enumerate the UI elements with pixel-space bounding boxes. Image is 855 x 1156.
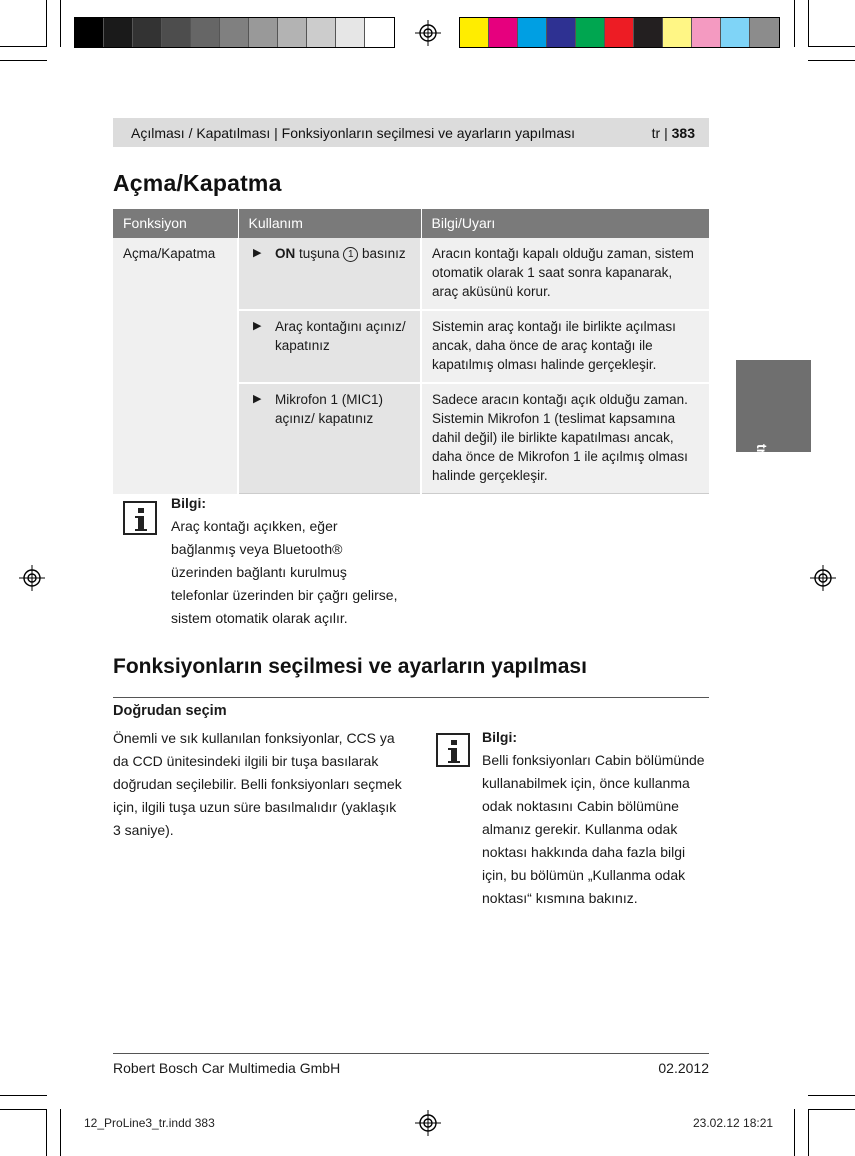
- language-tab: [736, 360, 811, 455]
- info-cell: Sadece aracın kontağı açık olduğu zaman. Sistemin Mikrofon 1 (teslimat kapsamına dahil değil) ile birlikte kapatılması ancak, daha önce de Mikrofon 1 ile açılmış olması halinde gerçekleşir.: [421, 383, 709, 494]
- usage-cell: [238, 310, 421, 383]
- section-title: Açma/Kapatma: [113, 170, 282, 196]
- bleed-mark: [0, 1109, 47, 1110]
- page-number: tr | 383: [651, 124, 695, 141]
- crop-mark: [0, 1095, 47, 1096]
- color-swatch: [663, 18, 692, 47]
- color-swatch: [104, 18, 133, 47]
- color-swatch: [220, 18, 249, 47]
- info-note-title: Bilgi:: [171, 495, 206, 511]
- color-swatch: [576, 18, 605, 47]
- bleed-mark: [60, 0, 61, 47]
- color-swatch: [191, 18, 220, 47]
- crop-mark: [808, 1095, 855, 1096]
- info-icon: [436, 733, 470, 767]
- usage-cell: [238, 238, 421, 310]
- column-header: Fonksiyon: [113, 209, 238, 238]
- bleed-mark: [794, 1109, 795, 1156]
- column-header: Kullanım: [238, 209, 421, 238]
- color-swatch: [133, 18, 162, 47]
- crop-mark: [46, 0, 47, 47]
- bleed-mark: [808, 1109, 855, 1110]
- registration-mark-icon: [415, 1110, 441, 1136]
- running-header: [113, 118, 709, 147]
- footer-divider: [113, 1053, 709, 1054]
- info-icon: [123, 501, 157, 535]
- color-swatch: [162, 18, 191, 47]
- color-swatch: [460, 18, 489, 47]
- color-swatch: [249, 18, 278, 47]
- breadcrumb: Açılması / Kapatılması | Fonksiyonların seçilmesi ve ayarların yapılması: [131, 124, 576, 141]
- crop-mark: [808, 1109, 809, 1156]
- info-note-title: Bilgi:: [482, 729, 517, 745]
- bleed-mark: [60, 1109, 61, 1156]
- usage-cell: [238, 383, 421, 494]
- info-note: [171, 492, 403, 630]
- footer-company: Robert Bosch Car Multimedia GmbH: [113, 1060, 341, 1076]
- process-color-bar: [459, 17, 780, 48]
- registration-mark-icon: [810, 565, 836, 591]
- color-swatch: [547, 18, 576, 47]
- arrow-right-icon: ▶: [253, 393, 262, 405]
- function-table: [113, 209, 709, 494]
- color-swatch: [307, 18, 336, 47]
- crop-mark: [46, 1109, 47, 1156]
- color-swatch: [278, 18, 307, 47]
- registration-mark-icon: [19, 565, 45, 591]
- section-title: Fonksiyonların seçilmesi ve ayarların yapılması: [113, 655, 587, 678]
- color-swatch: [634, 18, 663, 47]
- color-swatch: [336, 18, 365, 47]
- slug-timestamp: 23.02.12 18:21: [693, 1116, 774, 1130]
- usage-text: ON tuşuna 1 basınız: [275, 246, 406, 261]
- bleed-mark: [0, 46, 47, 47]
- crop-mark: [808, 60, 855, 61]
- arrow-right-icon: ▶: [253, 320, 262, 332]
- table-header-row: [113, 209, 709, 238]
- language-tab-label: tr: [754, 444, 770, 455]
- color-swatch: [75, 18, 104, 47]
- usage-text: Araç kontağını açınız/ kapatınız: [275, 319, 406, 353]
- crop-mark: [808, 0, 809, 47]
- function-cell: Açma/Kapatma: [113, 238, 238, 494]
- body-paragraph: Önemli ve sık kullanılan fonksiyonlar, CCS ya da CCD ünitesindeki ilgili bir tuşa basılarak doğrudan seçilebilir. Belli fonksiyonları seçmek için, ilgili tuşa uzun süre basılmalıdır (yaklaşık 3 saniye).: [113, 730, 402, 838]
- footer: [113, 1060, 709, 1076]
- arrow-right-icon: ▶: [253, 247, 262, 259]
- slug-file: 12_ProLine3_tr.indd 383: [84, 1116, 215, 1130]
- color-swatch: [692, 18, 721, 47]
- color-swatch: [721, 18, 750, 47]
- color-swatch: [518, 18, 547, 47]
- gray-color-bar: [74, 17, 395, 48]
- bleed-mark: [794, 0, 795, 47]
- bleed-mark: [808, 46, 855, 47]
- table-row: [113, 238, 709, 310]
- info-cell: Sistemin araç kontağı ile birlikte açılması ancak, daha önce de araç kontağı ile kapatılmış olması halinde gerçekleşir.: [421, 310, 709, 383]
- info-cell: Aracın kontağı kapalı olduğu zaman, sistem otomatik olarak 1 saat sonra kapanarak, araç aküsünü korur.: [421, 238, 709, 310]
- registration-mark-icon: [415, 20, 441, 46]
- crop-mark: [0, 60, 47, 61]
- column-header: Bilgi/Uyarı: [421, 209, 709, 238]
- subsection-title: Doğrudan seçim: [113, 703, 227, 719]
- divider: [113, 697, 709, 698]
- info-note-text: Belli fonksiyonları Cabin bölümünde kullanabilmek için, önce kullanma odak noktasını Cabin bölümüne almanız gerekir. Kullanma odak noktası hakkında daha fazla bilgi için, bu bölümün „Kullanma odak noktası“ kısmına bakınız.: [482, 752, 705, 906]
- button-number-badge: 1: [343, 247, 358, 262]
- color-swatch: [489, 18, 518, 47]
- color-swatch: [365, 18, 394, 47]
- footer-date: 02.2012: [658, 1060, 709, 1076]
- info-note: [482, 726, 710, 910]
- color-swatch: [750, 18, 779, 47]
- info-note-text: Araç kontağı açıkken, eğer bağlanmış veya Bluetooth® üzerinden bağlantı kurulmuş telefonlar üzerinden bir çağrı gelirse, sistem otomatik olarak açılır.: [171, 518, 398, 626]
- usage-text: Mikrofon 1 (MIC1) açınız/ kapatınız: [275, 392, 384, 426]
- color-swatch: [605, 18, 634, 47]
